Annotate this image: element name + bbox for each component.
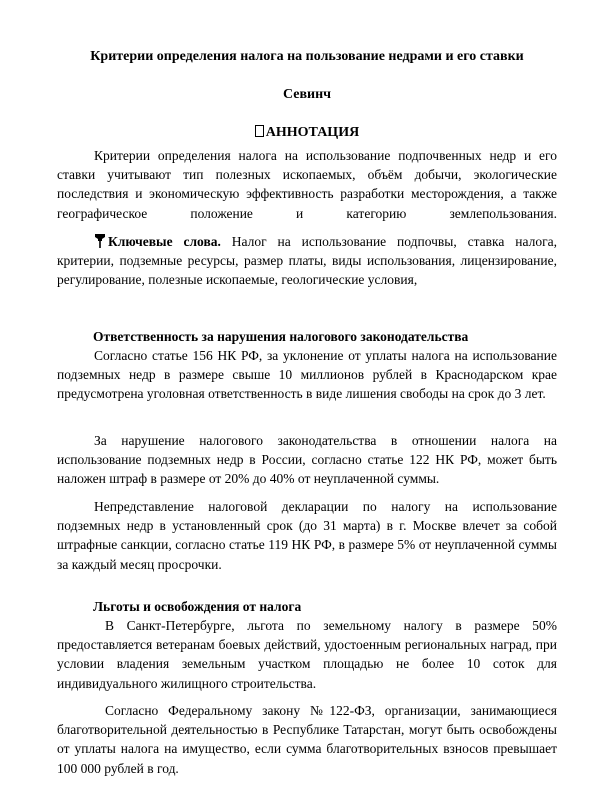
keywords-text: Налог на использование подпочвы, ставка налога, критерии, подземные ресурсы, размер платы, виды использования, лицензирование, регулирование, полезные ископаемые, геологические условия, [57,234,557,288]
annotation-heading-text: АННОТАЦИЯ [265,125,360,140]
document-title: Критерии определения налога на пользование недрами и его ставки [90,49,524,64]
section1-paragraph-1-block [57,346,557,404]
pushpin-icon [94,234,106,248]
section2-paragraph: В Санкт-Петербурге, льгота по земельному налогу в размере 50% предоставляется ветеранам боевых действий, удостоенным региональных наград, при условии владения земельным участком площадью не более 10 соток для индивидуального жилищного строительства. [57,618,557,691]
section1-paragraph: Согласно статье 156 НК РФ, за уклонение от уплаты налога на использование подземных недр в размере свыше 10 миллионов рублей в Краснодарском крае предусмотрена уголовная ответственность в виде лишения свободы на срок до 3 лет. [57,348,557,402]
author-name: Севинч [282,87,332,102]
annotation-heading [57,124,557,142]
keywords-block [57,232,557,290]
section1-paragraph: За нарушение налогового законодательства в отношении налога на использование подземных недр в России, согласно статье 122 НК РФ, может быть наложен штраф в размере от 20% до 40% от неуплаченной суммы. [57,433,557,487]
annotation-text-block [57,146,557,223]
section2-paragraph: Согласно Федеральному закону №122-ФЗ, организации, занимающиеся благотворительной деятельностью в Республике Татарстан, могут быть освобождены от уплаты налога на имущество, если сумма благотворительных взносов превышает 100 000 рублей в год. [57,703,557,776]
missing-glyph-icon [255,125,264,137]
keywords-paragraph [57,232,557,290]
section2-paragraph-2-block [57,701,557,778]
annotation-paragraph: Критерии определения налога на использование подпочвенных недр и его ставки учитывают тип полезных ископаемых, объём добычи, экологические последствия и экономическую эффективность разработки месторождения, а также географическое положение и категорию землепользования. [57,148,557,221]
section2-paragraph-1-block [57,616,557,693]
section2-heading: Льготы и освобождения от налога [93,599,302,614]
section1-heading: Ответственность за нарушения налогового законодательства [93,329,469,344]
section1-paragraph-3-block [57,497,557,574]
section1-paragraph: Непредставление налоговой декларации по налогу на использование подземных недр в установленный срок (до 31 марта) в г. Москве влечет за собой штрафные санкции, согласно статье 119 НК РФ, в размере 5% от неуплаченной суммы за каждый месяц просрочки. [57,499,557,572]
section1-paragraph-2-block [57,431,557,489]
keywords-label: Ключевые слова. [108,234,221,249]
